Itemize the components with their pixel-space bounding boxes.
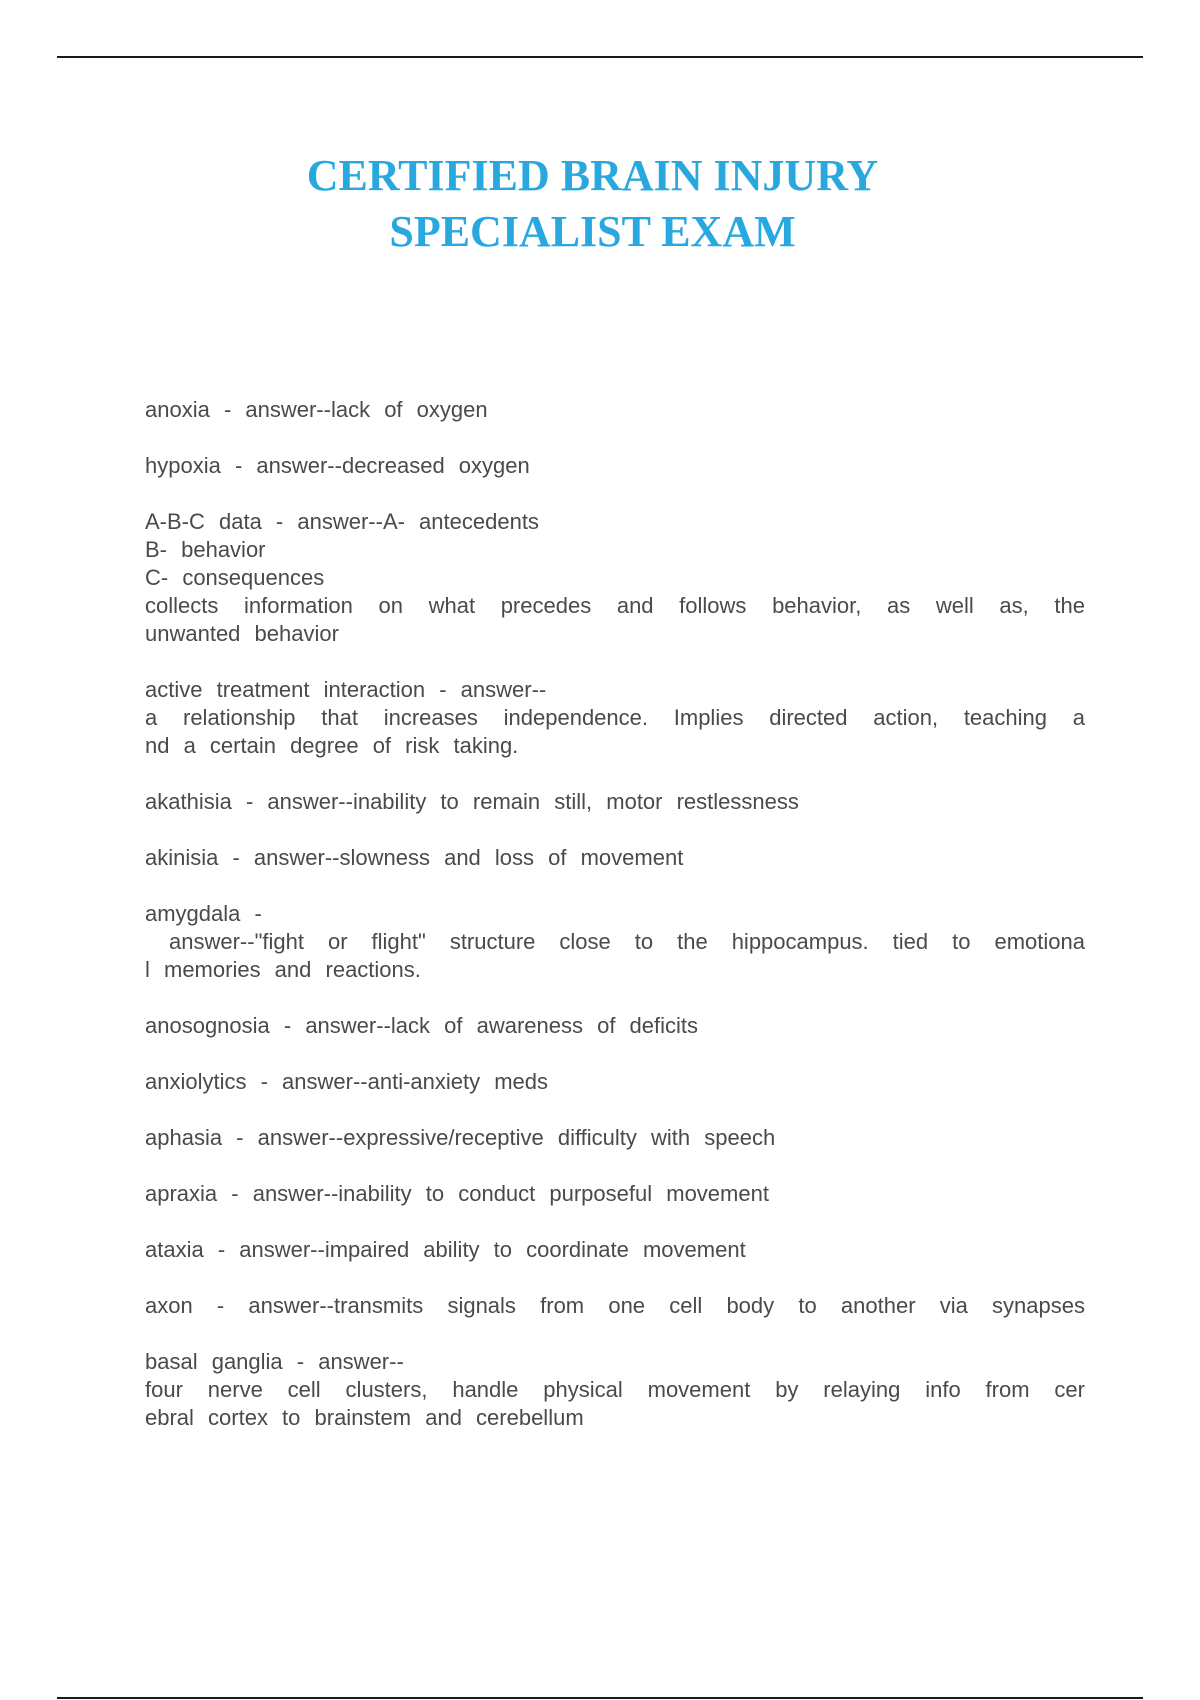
entry-abc-data [145, 508, 1085, 648]
entry-line: B- behavior [145, 537, 266, 562]
entry-line: amygdala - [145, 901, 262, 926]
top-rule [57, 56, 1143, 58]
entry-line: ebral cortex to brainstem and cerebellum [145, 1405, 584, 1430]
entry-line: apraxia - answer--inability to conduct purposeful movement [145, 1181, 769, 1206]
entry-line: basal ganglia - answer-- [145, 1349, 404, 1374]
entry-line: aphasia - answer--expressive/receptive difficulty with speech [145, 1125, 776, 1150]
entry-line: anoxia - answer--lack of oxygen [145, 397, 488, 422]
title-line-1: CERTIFIED BRAIN INJURY [306, 151, 879, 200]
entry-line: a relationship that increases independence. Implies directed action, teaching a [145, 705, 1085, 730]
entry-ataxia [145, 1236, 1085, 1264]
entry-line: active treatment interaction - answer-- [145, 677, 547, 702]
entry-axon [145, 1292, 1085, 1320]
entry-line: hypoxia - answer--decreased oxygen [145, 453, 530, 478]
entry-line: anosognosia - answer--lack of awareness of deficits [145, 1013, 699, 1038]
entry-line: A-B-C data - answer--A- antecedents [145, 509, 539, 534]
entry-akathisia [145, 788, 1085, 816]
entry-line: collects information on what precedes and follows behavior, as well as, the [145, 593, 1085, 618]
entry-active-treatment-interaction [145, 676, 1085, 760]
entry-line: axon - answer--transmits signals from one cell body to another via synapses [145, 1293, 1085, 1318]
entry-anosognosia [145, 1012, 1085, 1040]
document-title [150, 148, 1035, 260]
entry-line: l memories and reactions. [145, 957, 421, 982]
entry-aphasia [145, 1124, 1085, 1152]
glossary-entries [145, 396, 1085, 1460]
entry-basal-ganglia [145, 1348, 1085, 1432]
entry-line: akathisia - answer--inability to remain still, motor restlessness [145, 789, 799, 814]
entry-line: unwanted behavior [145, 621, 339, 646]
entry-line: akinisia - answer--slowness and loss of movement [145, 845, 684, 870]
entry-akinisia [145, 844, 1085, 872]
entry-anxiolytics [145, 1068, 1085, 1096]
entry-amygdala [145, 900, 1085, 984]
entry-line: anxiolytics - answer--anti-anxiety meds [145, 1069, 549, 1094]
entry-line: nd a certain degree of risk taking. [145, 733, 519, 758]
entry-line: ataxia - answer--impaired ability to coordinate movement [145, 1237, 746, 1262]
entry-anoxia [145, 396, 1085, 424]
title-line-2: SPECIALIST EXAM [389, 207, 796, 256]
entry-apraxia [145, 1180, 1085, 1208]
entry-line: answer--"fight or flight" structure close to the hippocampus. tied to emotiona [145, 929, 1085, 954]
bottom-rule [57, 1697, 1143, 1699]
entry-line: C- consequences [145, 565, 325, 590]
entry-line: four nerve cell clusters, handle physical movement by relaying info from cer [145, 1377, 1085, 1402]
entry-hypoxia [145, 452, 1085, 480]
